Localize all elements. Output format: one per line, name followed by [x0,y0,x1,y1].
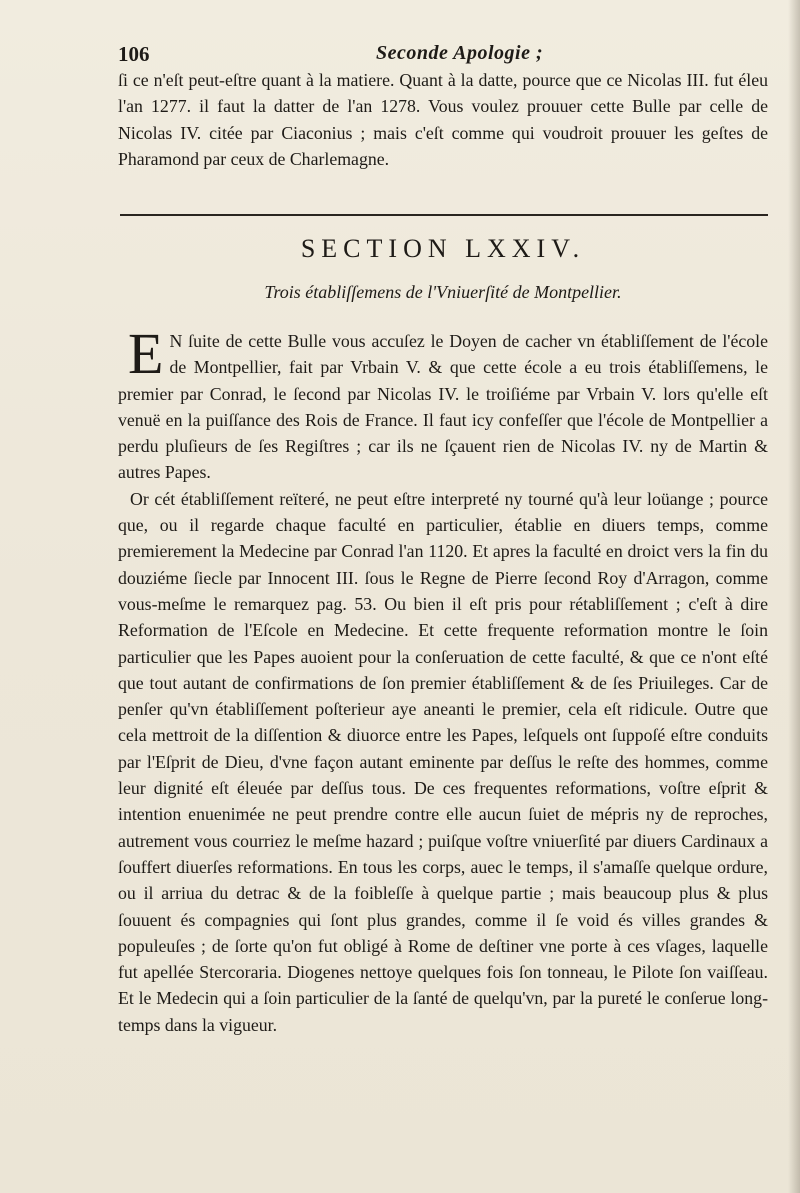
binding-shadow [788,0,800,1193]
section-divider-rule [120,214,768,216]
first-paragraph [118,321,768,486]
running-title: Seconde Apologie ; [376,42,544,64]
running-head [118,42,768,68]
second-paragraph: Or cét établiſſement reïteré, ne peut eſtre interpreté ny tourné qu'à leur loüange ; pource que, ou il regarde chaque faculté en particulier, établie en diuers temps, comme premierement la Medecine par Conrad l'an 1120. Et apres la faculté en droict vers la fin du douziéme ſiecle par Innocent III. ſous le Regne de Pierre ſecond Roy d'Arragon, comme vous-meſme le remarquez pag. 53. Ou bien il eſt pris pour rétabliſſement ; c'eſt à dire Reformation de l'Eſcole en Medecine. Et cette frequente reformation montre le ſoin particulier que les Papes auoient pour la conſeruation de cette faculté, & que ce n'ont eſté que tout autant de confirmations de ſon premier établiſſement & de ſes Priuileges. Car de penſer qu'vn établiſſement poſterieur aye aneanti le premier, cela eſt ridicule. Outre que cela mettroit de la diſſention & diuorce entre les Papes, leſquels ont ſuppoſé eſtre conduits par l'Eſprit de Dieu, d'vne façon autant eminente par deſſus le reſte des hommes, comme leur dignité eſt éleuée par deſſus tous. De ces frequentes reformations, voſtre eſprit & intention enuenimée ne peut prendre contre elle aucun ſuiet de mépris ny de reproches, autrement vous courriez le meſme hazard ; puiſque voſtre vniuerſité par diuers Cardinaux a ſouffert diuerſes reformations. En tous les corps, auec le temps, il s'amaſſe quelque ordure, ou il arriua du detrac & de la foibleſſe à quelque partie ; mais beaucoup plus & plus ſouuent és compagnies qui ſont plus grandes, comme il ſe void és villes grandes & populeuſes ; de ſorte qu'on fut obligé à Rome de deſtiner vne porte à ces vſages, laquelle fut apellée Stercoraria. Diogenes nettoye quelques fois ſon tonneau, le Pilote ſon vaiſſeau. Et le Medecin qui a ſoin particulier de la ſanté de quelqu'vn, par la pureté le conſerue long-temps dans la vigueur. [118,488,768,1035]
page-number: 106 [118,42,150,66]
drop-cap: E [128,321,164,386]
section-subtitle: Trois établiſſemens de l'Vniuerſité de Montpellier. [264,282,622,302]
first-paragraph-text: N ſuite de cette Bulle vous accuſez le Doyen de cacher vn établiſſement de l'école de Montpellier, fait par Vrbain V. & que cette école a eu trois établiſſemens, le premier par Conrad, le ſecond par Nicolas IV. le troiſiéme par Vrbain V. lors qu'elle eſt venuë en la puiſſance des Rois de France. Il faut icy confeſſer que l'école de Montpellier a perdu pluſieurs de ſes Regiſtres ; car ils ne ſçauent rien de Nicolas IV. ny de Martin & autres Papes. [118,331,768,483]
continued-paragraph: ſi ce n'eſt peut-eſtre quant à la matiere. Quant à la datte, pource que ce Nicolas III. fut éleu l'an 1277. il faut la datter de l'an 1278. Vous voulez prouuer cette Bulle par celle de Nicolas IV. citée par Ciaconius ; mais c'eſt comme qui voudroit prouuer les geſtes de Pharamond par ceux de Charlemagne. [118,70,768,169]
section-body [118,321,768,1038]
section-heading: SECTION LXXIV. [300,234,586,263]
